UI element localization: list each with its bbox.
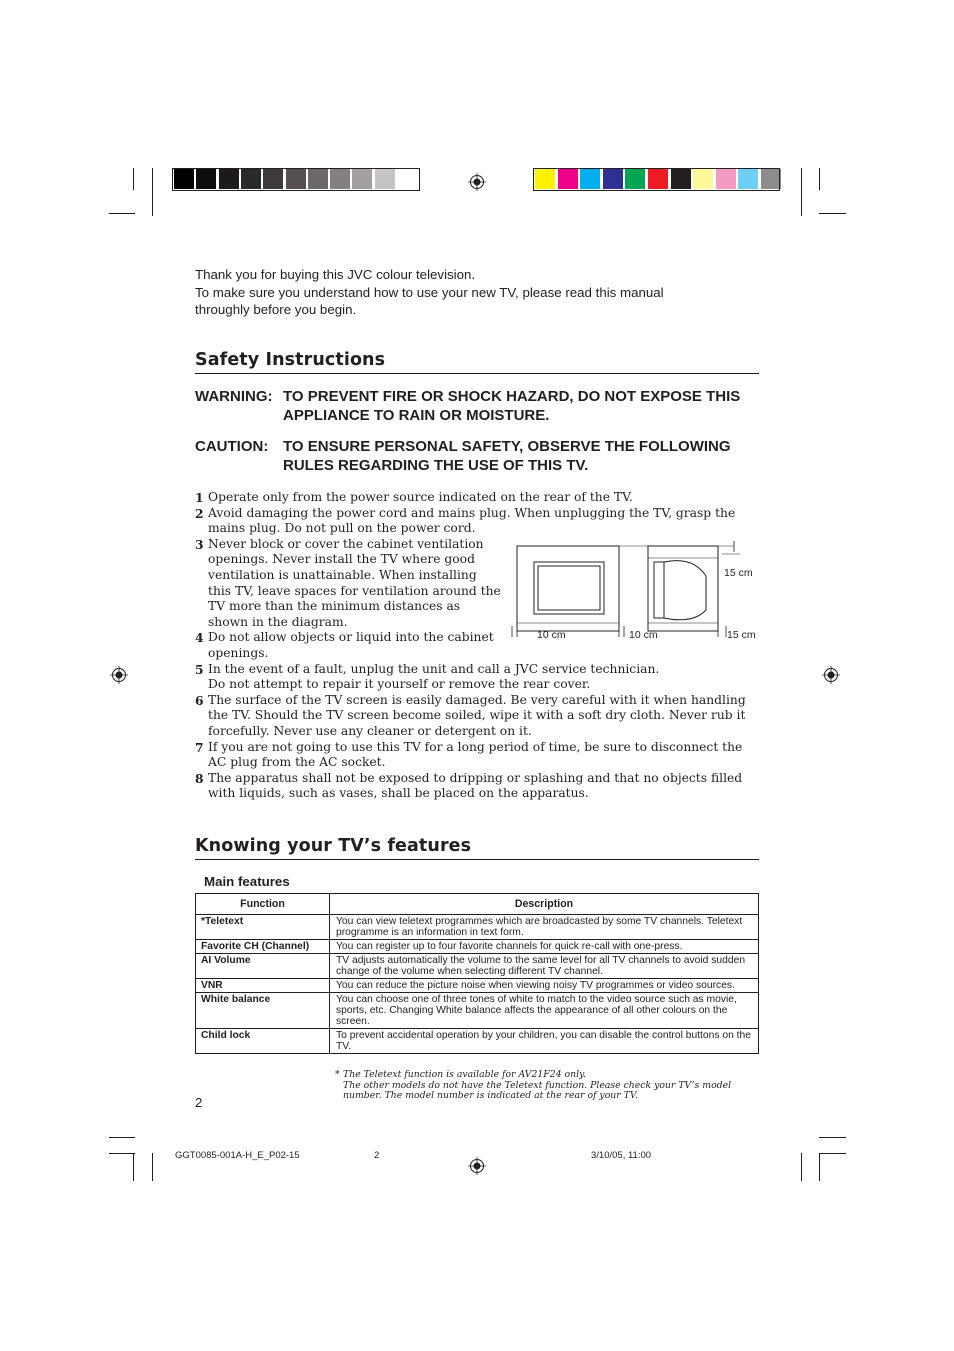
rule-line: In the event of a fault, unplug the unit and call a JVC service technician. (208, 661, 660, 676)
rule-number: 4 (195, 630, 204, 646)
rule-line: forcefully. Never use any cleaner or detergent on it. (208, 723, 532, 738)
rule-line: The surface of the TV screen is easily damaged. Be very careful with it when handling (208, 692, 746, 707)
warning-text: APPLIANCE TO RAIN OR MOISTURE. (283, 407, 550, 424)
safety-rule (195, 490, 765, 506)
footnote-marker: * (335, 1069, 340, 1080)
function-cell: Favorite CH (Channel) (196, 940, 330, 954)
function-cell: VNR (196, 979, 330, 993)
rule-line: Do not attempt to repair it yourself or remove the rear cover. (208, 677, 591, 692)
table-row (196, 1029, 759, 1054)
features-table (195, 893, 759, 1054)
function-cell: *Teletext (196, 915, 330, 940)
features-heading: Knowing your TV’s features (195, 836, 472, 856)
caution-label: CAUTION: (195, 438, 269, 455)
rule-number: 3 (195, 536, 204, 552)
description-cell: You can reduce the picture noise when viewing noisy TV programmes or video sources. (330, 979, 759, 993)
intro-line: throughly before you begin. (195, 302, 357, 318)
rule-number: 5 (195, 661, 204, 677)
safety-rule (195, 662, 765, 693)
caution-text: RULES REGARDING THE USE OF THIS TV. (283, 457, 589, 474)
ventilation-diagram (508, 538, 763, 642)
warning-text: TO PREVENT FIRE OR SHOCK HAZARD, DO NOT EXPOSE THIS (283, 388, 741, 405)
swatch-frame (172, 168, 420, 191)
table-row (196, 915, 759, 940)
rule-line: TV more than the minimum distances as (208, 599, 461, 614)
column-header-description: Description (330, 894, 759, 915)
clearance-label-back: 15 cm (727, 629, 756, 641)
footnote (335, 1070, 755, 1102)
page-number: 2 (195, 1095, 203, 1110)
safety-rule (195, 506, 765, 537)
rule-line: Never block or cover the cabinet ventilation (208, 536, 484, 551)
rule-number: 7 (195, 739, 204, 755)
footnote-line: The other models do not have the Teletext function. Please check your TV’s model (343, 1079, 732, 1091)
column-header-function: Function (196, 894, 330, 915)
function-cell: Child lock (196, 1029, 330, 1054)
table-row (196, 954, 759, 979)
description-cell: To prevent accidental operation by your children, you can disable the control buttons on the TV. (330, 1029, 759, 1054)
clearance-label-top: 15 cm (724, 567, 753, 579)
table-header-row (196, 894, 759, 915)
intro-line: Thank you for buying this JVC colour television. (195, 267, 476, 282)
description-cell: You can view teletext programmes which are broadcasted by some TV channels. Teletext programme is an information in text form. (330, 915, 759, 940)
description-cell: You can choose one of three tones of white to match to the video source such as movie, sports, etc. Changing White balance affects the appearance of all other colours on the screen. (330, 993, 759, 1029)
rule-number: 2 (195, 505, 204, 521)
rule-line: this TV, leave spaces for ventilation around the (208, 583, 501, 598)
rule-line: AC plug from the AC socket. (208, 755, 386, 770)
safety-rules-list (195, 490, 765, 802)
slug-date: 3/10/05, 11:00 (591, 1150, 652, 1161)
caution-block (195, 437, 765, 475)
rule-number: 1 (195, 490, 204, 505)
clearance-label-left: 10 cm (537, 629, 566, 641)
table-row (196, 940, 759, 954)
table-row (196, 979, 759, 993)
rule-line: The apparatus shall not be exposed to dripping or splashing and that no objects filled (208, 770, 743, 785)
description-cell: TV adjusts automatically the volume to the same level for all TV channels to avoid sudden change of the volume when selecting different TV channel. (330, 954, 759, 979)
warning-label: WARNING: (195, 388, 273, 405)
swatch-frame (533, 168, 780, 191)
safety-rule (195, 693, 765, 740)
safety-heading: Safety Instructions (195, 350, 386, 370)
rule-line: openings. (208, 645, 269, 660)
rule-line: Operate only from the power source indicated on the rear of the TV. (208, 490, 633, 504)
heading-rule (195, 373, 759, 374)
rule-number: 8 (195, 770, 204, 786)
slug-filename: GGT0085-001A-H_E_P02-15 (175, 1150, 300, 1161)
rule-number: 6 (195, 692, 204, 708)
rule-line: Do not allow objects or liquid into the cabinet (208, 630, 494, 645)
safety-rule (195, 771, 765, 802)
main-features-subheading: Main features (204, 874, 290, 889)
footnote-line: number. The model number is indicated at the rear of your TV. (343, 1090, 638, 1101)
rule-line: mains plug. Do not pull on the power cord. (208, 521, 476, 536)
heading-rule (195, 859, 759, 860)
registration-mark-icon (468, 173, 486, 191)
rule-line: Avoid damaging the power cord and mains plug. When unplugging the TV, grasp the (208, 505, 736, 520)
intro-line: To make sure you understand how to use your new TV, please read this manual (195, 284, 664, 300)
table-row (196, 993, 759, 1029)
intro-text (195, 266, 755, 319)
registration-mark-icon (822, 666, 840, 684)
function-cell: White balance (196, 993, 330, 1029)
slug-page: 2 (374, 1150, 380, 1161)
rule-line: shown in the diagram. (208, 614, 348, 629)
rule-line: ventilation is unattainable. When installing (208, 567, 477, 582)
footnote-line: The Teletext function is available for AV21F24 only. (343, 1069, 587, 1080)
warning-block (195, 387, 765, 425)
registration-mark-icon (468, 1157, 486, 1175)
caution-text: TO ENSURE PERSONAL SAFETY, OBSERVE THE FOLLOWING (283, 438, 731, 455)
safety-rule (195, 740, 765, 771)
rule-line: with liquids, such as vases, shall be placed on the apparatus. (208, 786, 589, 801)
clearance-label-right: 10 cm (629, 629, 658, 641)
rule-line: If you are not going to use this TV for a long period of time, be sure to disconnect the (208, 739, 743, 754)
rule-line: openings. Never install the TV where good (208, 552, 475, 567)
rule-line: the TV. Should the TV screen become soiled, wipe it with a soft dry cloth. Never rub it (208, 708, 746, 723)
description-cell: You can register up to four favorite channels for quick re-call with one-press. (330, 940, 759, 954)
function-cell: AI Volume (196, 954, 330, 979)
registration-mark-icon (110, 666, 128, 684)
